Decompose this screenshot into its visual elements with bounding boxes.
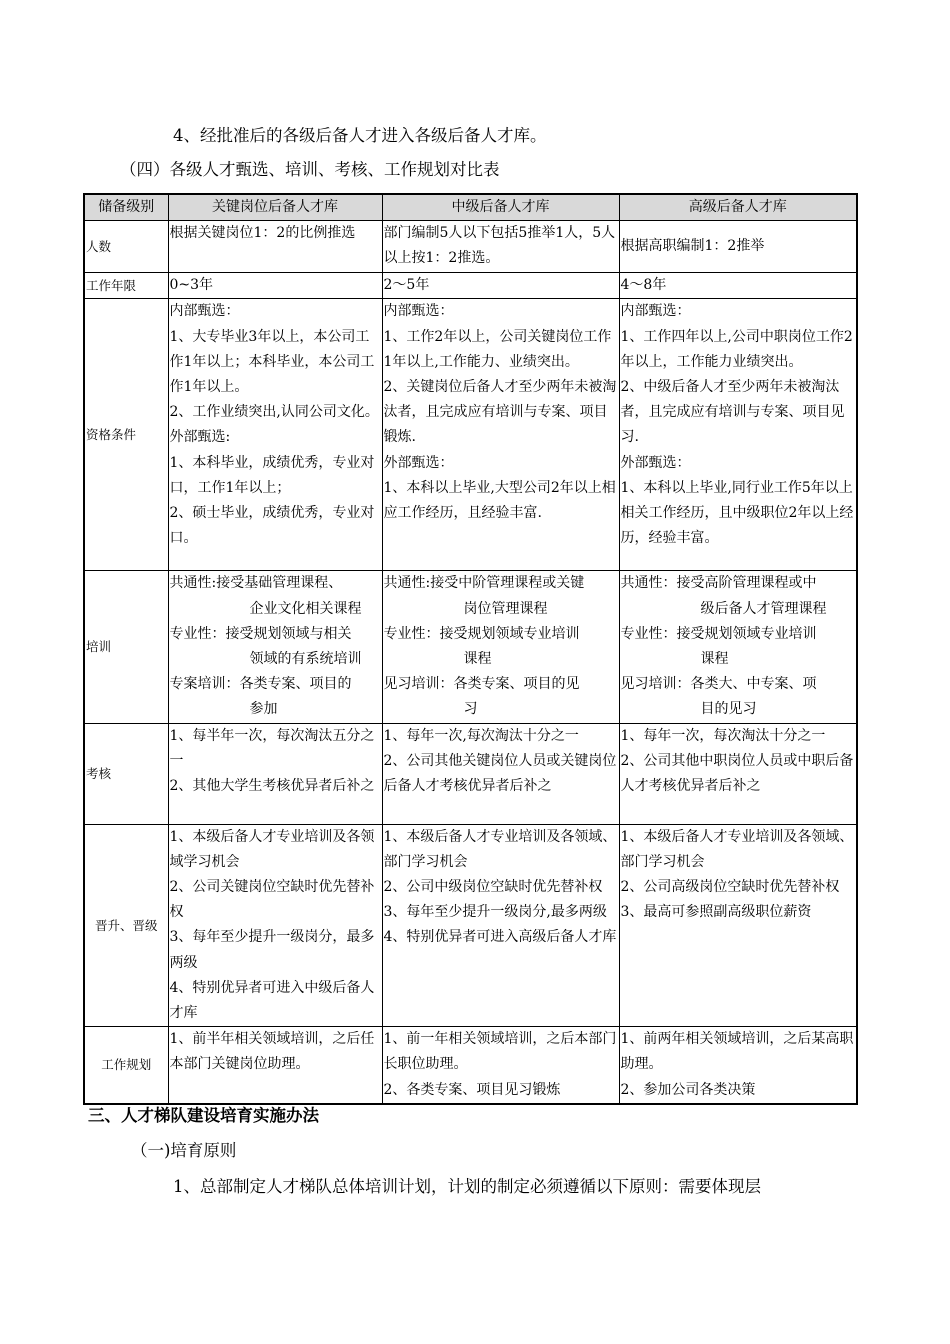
cell-training-senior [619, 571, 857, 723]
training-item-head: 共通性:接受基础管理课程、 [169, 575, 343, 592]
cell-training-mid [382, 571, 619, 723]
training-item-head: 专业性：接受规划领域专业培训 [383, 625, 580, 642]
cell-line: 外部甄选： [620, 454, 691, 471]
table-row [84, 273, 857, 299]
cell-training-key [168, 571, 382, 723]
cell-headcount-key [168, 221, 382, 273]
table-row [84, 299, 857, 571]
cell-line: 4～8年 [620, 277, 667, 294]
cell-line: 2、硕士毕业，成绩优秀，专业对口。 [169, 505, 375, 547]
training-item [170, 672, 381, 722]
cell-line: 2、关键岗位后备人才至少两年未被淘汰者，且完成应有培训与专案、项目锻炼. [383, 379, 617, 446]
cell-line: 1、每半年一次，每次淘汰五分之一 [169, 727, 375, 769]
table-row [84, 824, 857, 1027]
cell-line: 4、特别优异者可进入中级后备人才库 [169, 979, 375, 1022]
cell-line: 2、工作业绩突出,认同公司文化。 [169, 404, 379, 421]
cell-line: 2、公司其他关键岗位人员或关键岗位后备人才考核优异者后补之 [383, 752, 617, 795]
header-mid-level: 中级后备人才库 [382, 194, 619, 221]
table-row [84, 221, 857, 273]
training-item-tail: 课程 [463, 651, 492, 668]
row-label-assessment: 考核 [84, 723, 168, 824]
cell-promotion-key [168, 824, 382, 1027]
cell-line: 1、工作四年以上,公司中职岗位工作2年以上，工作能力业绩突出。 [620, 328, 853, 370]
cell-years-key [168, 273, 382, 299]
cell-assessment-mid [382, 723, 619, 824]
cell-promotion-senior [619, 824, 857, 1027]
section-heading: 三、人才梯队建设培育实施办法 [88, 1106, 319, 1125]
training-item-tail: 课程 [700, 651, 729, 668]
cell-line: 1、本级后备人才专业培训及各领域、部门学习机会 [620, 828, 854, 870]
cell-line: 1、前半年相关领域培训，之后任本部门关键岗位助理。 [169, 1031, 375, 1073]
training-item [621, 622, 856, 672]
cell-line: 部门编制5人以下包括5推举1人，5人以上按1：2推选。 [383, 225, 616, 267]
cell-line: 1、工作2年以上，公司关键岗位工作1年以上,工作能力、业绩突出。 [383, 328, 612, 370]
cell-line: 1、前一年相关领域培训，之后本部门长职位助理。 [383, 1031, 617, 1073]
cell-line: 根据高职编制1：2推举 [620, 238, 765, 255]
cell-line: 1、本级后备人才专业培训及各领域、部门学习机会 [383, 828, 617, 870]
header-key-post: 关键岗位后备人才库 [168, 194, 382, 221]
cell-headcount-mid [382, 221, 619, 273]
cell-line: 根据关键岗位1：2的比例推选 [169, 225, 356, 242]
comparison-table [83, 193, 858, 1105]
cell-years-mid [382, 273, 619, 299]
cell-line: 内部甄选： [169, 303, 240, 320]
row-label-training: 培训 [84, 571, 168, 723]
row-label-headcount: 人数 [84, 221, 168, 273]
row-label-promotion: 晋升、晋级 [84, 824, 168, 1027]
cell-line: 内部甄选： [383, 303, 454, 320]
cell-line: 外部甄选: [169, 429, 231, 446]
table-caption: （四）各级人才甄选、培训、考核、工作规划对比表 [120, 160, 500, 179]
cell-line: 4、特别优异者可进入高级后备人才库 [383, 929, 617, 946]
cell-line: 内部甄选： [620, 303, 691, 320]
training-item-head: 共通性：接受高阶管理课程或中 [620, 575, 817, 592]
training-item [384, 672, 618, 722]
row-label-qualification: 资格条件 [84, 299, 168, 571]
cell-line: 2、中级后备人才至少两年未被淘汰者，且完成应有培训与专案、项目见习. [620, 379, 845, 446]
cell-line: 1、大专毕业3年以上，本公司工作1年以上；本科毕业，本公司工作1年以上。 [169, 328, 375, 396]
training-item-head: 专业性：接受规划领域专业培训 [620, 625, 817, 642]
header-senior-level: 高级后备人才库 [619, 194, 857, 221]
training-item-tail: 目的见习 [700, 701, 757, 718]
subsection-heading: （一)培育原则 [131, 1141, 237, 1160]
cell-line: 外部甄选： [383, 454, 454, 471]
training-item [170, 622, 381, 672]
cell-assessment-senior [619, 723, 857, 824]
cell-line: 1、每年一次,每次淘汰十分之一 [383, 727, 579, 744]
cell-line: 1、本科毕业，成绩优秀，专业对口，工作1年以上； [169, 454, 375, 496]
cell-headcount-senior [619, 221, 857, 273]
cell-line: 2、公司其他中职岗位人员或中职后备人才考核优异者后补之 [620, 752, 854, 795]
cell-years-senior [619, 273, 857, 299]
cell-line: 1、本科以上毕业,大型公司2年以上相应工作经历，且经验丰富. [383, 479, 616, 522]
training-item-head: 共通性:接受中阶管理课程或关键 [383, 575, 585, 592]
row-label-work-plan: 工作规划 [84, 1027, 168, 1104]
cell-line: 3、每年至少提升一级岗分，最多两级 [169, 929, 375, 971]
training-item-tail: 参加 [249, 701, 278, 718]
table-row [84, 723, 857, 824]
row-label-years: 工作年限 [84, 273, 168, 299]
training-item-tail: 级后备人才管理课程 [700, 600, 827, 617]
cell-work-plan-senior [619, 1027, 857, 1104]
cell-line: 2、公司高级岗位空缺时优先替补权 [620, 879, 840, 896]
training-item-tail: 习 [463, 701, 478, 718]
training-item [621, 571, 856, 621]
training-item-tail: 岗位管理课程 [463, 600, 548, 617]
cell-promotion-mid [382, 824, 619, 1027]
cell-assessment-key [168, 723, 382, 824]
cell-line: 2、公司关键岗位空缺时优先替补权 [169, 879, 375, 921]
training-item [621, 672, 856, 722]
cell-line: 1、本级后备人才专业培训及各领域学习机会 [169, 828, 375, 870]
table-header-row [84, 194, 857, 221]
training-item-head: 见习培训：各类专案、项目的见 [383, 676, 580, 693]
training-item [384, 571, 618, 621]
training-item-head: 专案培训：各类专案、项目的 [169, 676, 352, 693]
cell-line: 2、公司中级岗位空缺时优先替补权 [383, 879, 603, 896]
table-row [84, 571, 857, 723]
paragraph-training-plan: 1、总部制定人才梯队总体培训计划，计划的制定必须遵循以下原则：需要体现层 [173, 1177, 761, 1196]
training-item [170, 571, 381, 621]
cell-work-plan-mid [382, 1027, 619, 1104]
training-item-tail: 企业文化相关课程 [249, 600, 362, 617]
cell-work-plan-key [168, 1027, 382, 1104]
paragraph-approved-entry: 4、经批准后的各级后备人才进入各级后备人才库。 [173, 126, 547, 145]
cell-qualification-mid [382, 299, 619, 571]
cell-line: 2～5年 [383, 277, 430, 294]
cell-line: 2、各类专案、项目见习锻炼 [383, 1081, 561, 1098]
cell-line: 1、前两年相关领域培训，之后某高职助理。 [620, 1031, 854, 1073]
training-item [384, 622, 618, 672]
training-item-head: 见习培训：各类大、中专案、项 [620, 676, 817, 693]
cell-line: 1、每年一次，每次淘汰十分之一 [620, 727, 826, 744]
cell-qualification-key [168, 299, 382, 571]
cell-line: 2、其他大学生考核优异者后补之 [169, 778, 375, 795]
table-row [84, 1027, 857, 1104]
cell-qualification-senior [619, 299, 857, 571]
header-level: 储备级别 [84, 194, 168, 221]
cell-line: 3、最高可参照副高级职位薪资 [620, 904, 812, 921]
cell-line: 3、每年至少提升一级岗分,最多两级 [383, 904, 607, 921]
cell-line: 2、参加公司各类决策 [620, 1081, 756, 1098]
training-item-tail: 领域的有系统培训 [249, 651, 362, 668]
cell-line: 0~3年 [169, 277, 214, 294]
training-item-head: 专业性：接受规划领域与相关 [169, 625, 352, 642]
cell-line: 1、本科以上毕业,同行业工作5年以上相关工作经历，且中级职位2年以上经历，经验丰富。 [620, 479, 854, 547]
